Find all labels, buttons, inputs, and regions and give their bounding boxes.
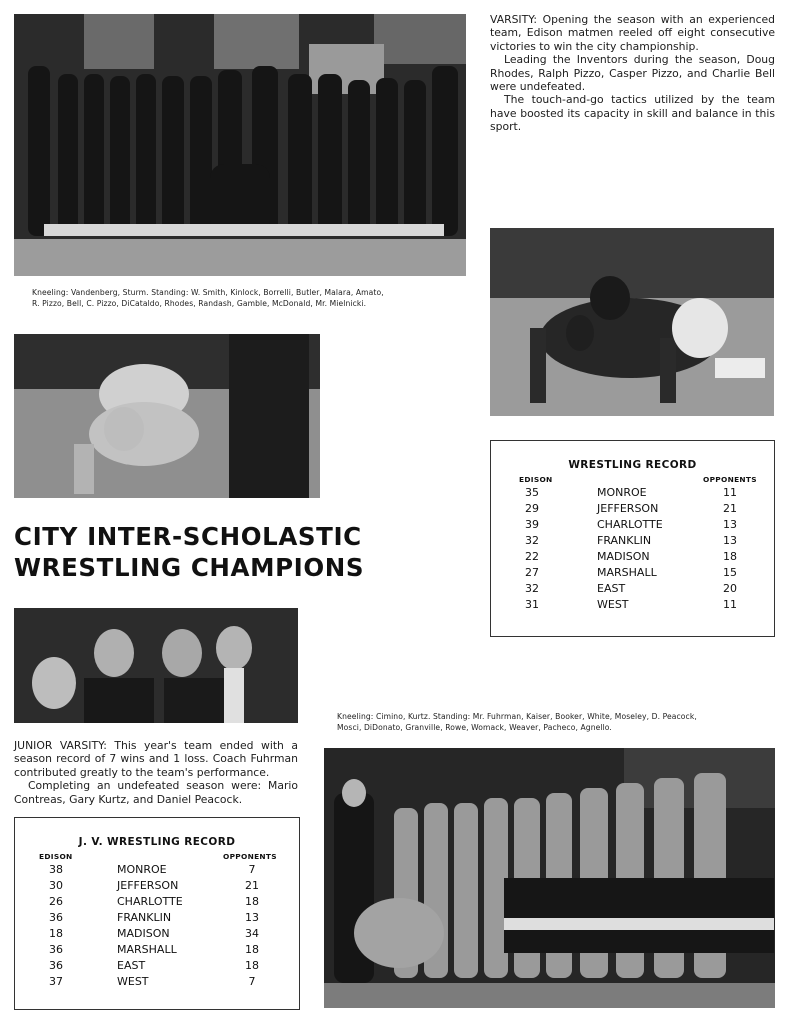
- wrestling-match-photo-right: [490, 228, 774, 416]
- opponent-score: 11: [723, 486, 737, 499]
- record-row: [491, 598, 774, 614]
- record-row: [491, 518, 774, 534]
- record-row: [15, 943, 299, 959]
- opponent-score: 18: [723, 550, 737, 563]
- page-headline: [14, 521, 454, 583]
- edison-score: 30: [49, 879, 63, 892]
- varsity-paragraph-2: Leading the Inventors during the season, Doug Rhodes, Ralph Pizzo, Casper Pizzo, and Charlie Bell were undefeated.: [490, 53, 775, 94]
- varsity-wrestling-record: [490, 440, 775, 637]
- jv-paragraph-1: This year's team ended with a season record of 7 wins and 1 loss. Coach Fuhrman contributed greatly to the team's performance.: [14, 739, 299, 779]
- jv-heading: JUNIOR VARSITY:: [14, 739, 107, 752]
- edison-score: 35: [525, 486, 539, 499]
- opponent-team: FRANKLIN: [597, 534, 652, 547]
- edison-score: 38: [49, 863, 63, 876]
- edison-score: 39: [525, 518, 539, 531]
- jv-record-rows: [15, 863, 299, 991]
- jv-record-title: J. V. WRESTLING RECORD: [78, 836, 236, 848]
- edison-score: 22: [525, 550, 539, 563]
- varsity-text: [490, 13, 775, 134]
- opponent-score: 13: [723, 534, 737, 547]
- jv-caption-line-2: Mosci, DiDonato, Granville, Rowe, Womack, Weaver, Pacheco, Agnello.: [337, 722, 612, 732]
- opponent-score: 15: [723, 566, 737, 579]
- edison-score: 32: [525, 582, 539, 595]
- record-row: [15, 879, 299, 895]
- varsity-photo-caption: [32, 288, 462, 309]
- opponent-team: WEST: [597, 598, 629, 611]
- opponent-team: MONROE: [597, 486, 647, 499]
- opponent-score: 21: [723, 502, 737, 515]
- opponent-score: 13: [723, 518, 737, 531]
- varsity-caption-line-1: Kneeling: Vandenberg, Sturm. Standing: W. Smith, Kinlock, Borrelli, Butler, Malara, Amato,: [32, 288, 384, 297]
- edison-score: 36: [49, 911, 63, 924]
- opponent-team: EAST: [117, 959, 146, 972]
- edison-score: 36: [49, 959, 63, 972]
- varsity-record-title: WRESTLING RECORD: [568, 459, 697, 471]
- varsity-record-edison-header: EDISON: [519, 475, 553, 484]
- opponent-team: CHARLOTTE: [117, 895, 183, 908]
- varsity-team-photo: [14, 14, 466, 276]
- edison-score: 31: [525, 598, 539, 611]
- wrestling-match-photo-left: [14, 334, 320, 498]
- edison-score: 37: [49, 975, 63, 988]
- jv-photo-caption: [337, 712, 777, 733]
- jv-text: [14, 739, 298, 806]
- varsity-paragraph-3: The touch-and-go tactics utilized by the team have boosted its capacity in skill and balance in this sport.: [490, 93, 775, 134]
- opponent-score: 7: [248, 975, 256, 988]
- varsity-heading: VARSITY:: [490, 13, 538, 26]
- coaches-spectators-photo: [14, 608, 298, 723]
- edison-score: 26: [49, 895, 63, 908]
- record-row: [491, 550, 774, 566]
- varsity-record-rows: [491, 486, 774, 614]
- record-row: [15, 895, 299, 911]
- jv-record-edison-header: EDISON: [39, 852, 73, 861]
- varsity-caption-line-2: R. Pizzo, Bell, C. Pizzo, DiCataldo, Rhodes, Randash, Gamble, McDonald, Mr. Mielnicki.: [32, 298, 367, 308]
- varsity-record-opponents-header: OPPONENTS: [703, 475, 757, 484]
- opponent-team: EAST: [597, 582, 626, 595]
- varsity-paragraph-1: Opening the season with an experienced team, Edison matmen reeled off eight consecutive victories to win the city championship.: [490, 13, 775, 53]
- opponent-score: 11: [723, 598, 737, 611]
- record-row: [491, 582, 774, 598]
- record-row: [491, 502, 774, 518]
- opponent-score: 18: [245, 959, 259, 972]
- opponent-team: JEFFERSON: [597, 502, 659, 515]
- jv-wrestling-record: [14, 817, 300, 1010]
- opponent-team: MADISON: [597, 550, 650, 563]
- opponent-score: 7: [248, 863, 256, 876]
- record-row: [15, 863, 299, 879]
- record-row: [491, 566, 774, 582]
- opponent-team: CHARLOTTE: [597, 518, 663, 531]
- record-row: [15, 911, 299, 927]
- opponent-score: 13: [245, 911, 259, 924]
- headline-line-2: WRESTLING CHAMPIONS: [14, 553, 365, 582]
- record-row: [491, 486, 774, 502]
- opponent-score: 20: [723, 582, 737, 595]
- opponent-team: MONROE: [117, 863, 167, 876]
- jv-record-opponents-header: OPPONENTS: [223, 852, 277, 861]
- opponent-score: 21: [245, 879, 259, 892]
- opponent-team: JEFFERSON: [117, 879, 179, 892]
- jv-paragraph-2: Completing an undefeated season were: Mario Contreas, Gary Kurtz, and Daniel Peacock.: [14, 779, 298, 806]
- opponent-team: MARSHALL: [597, 566, 657, 579]
- opponent-score: 18: [245, 943, 259, 956]
- jv-caption-line-1: Kneeling: Cimino, Kurtz. Standing: Mr. Fuhrman, Kaiser, Booker, White, Moseley, D. Peacock,: [337, 712, 697, 721]
- opponent-score: 34: [245, 927, 259, 940]
- opponent-team: FRANKLIN: [117, 911, 172, 924]
- headline-line-1: CITY INTER-SCHOLASTIC: [14, 522, 362, 551]
- edison-score: 36: [49, 943, 63, 956]
- record-row: [15, 959, 299, 975]
- edison-score: 29: [525, 502, 539, 515]
- record-row: [491, 534, 774, 550]
- record-row: [15, 927, 299, 943]
- edison-score: 27: [525, 566, 539, 579]
- edison-score: 32: [525, 534, 539, 547]
- edison-score: 18: [49, 927, 63, 940]
- opponent-team: WEST: [117, 975, 149, 988]
- opponent-score: 18: [245, 895, 259, 908]
- record-row: [15, 975, 299, 991]
- jv-team-photo: [324, 748, 775, 1008]
- opponent-team: MADISON: [117, 927, 170, 940]
- opponent-team: MARSHALL: [117, 943, 177, 956]
